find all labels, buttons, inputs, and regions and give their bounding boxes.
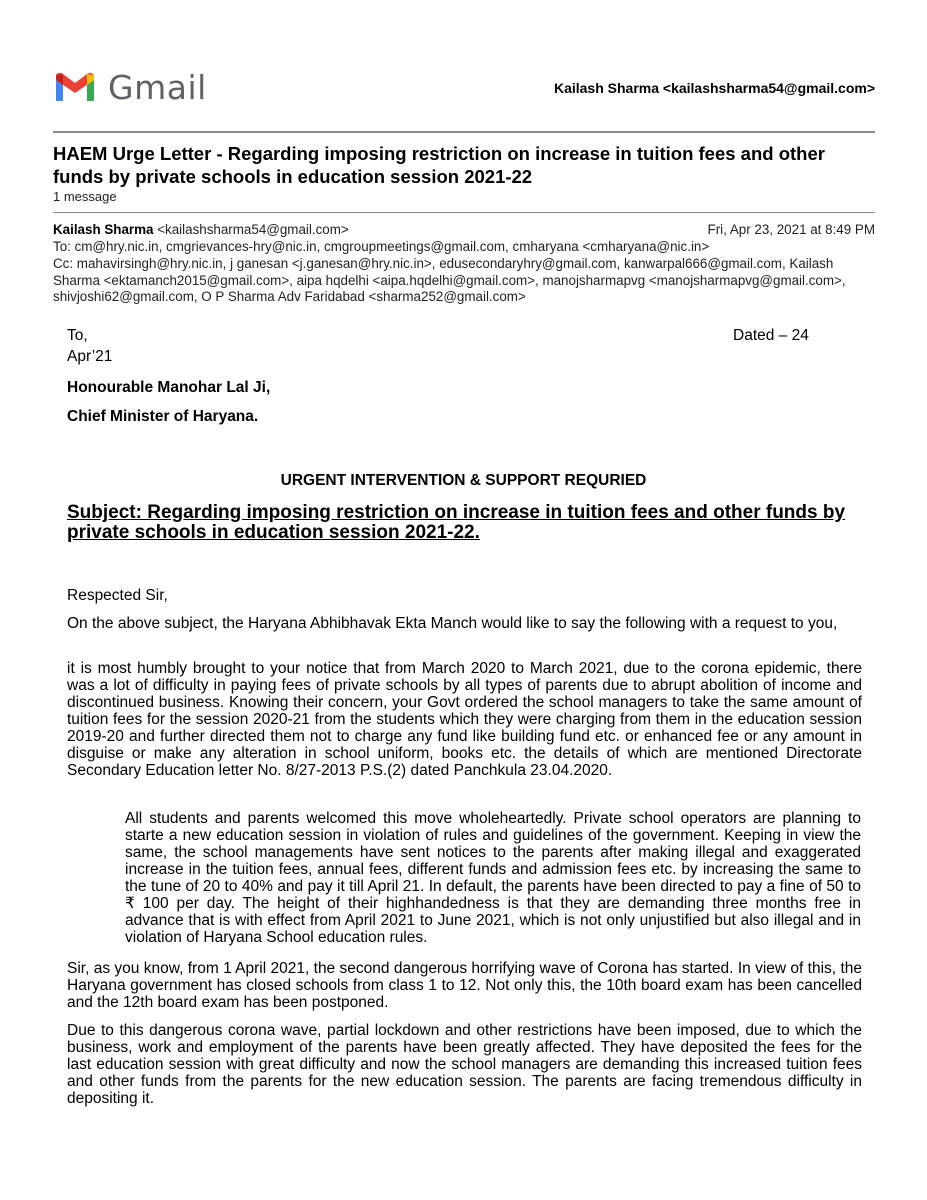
gmail-logo (53, 68, 207, 112)
thread-divider (53, 212, 875, 213)
message-from-line (53, 222, 875, 239)
letter-to-label: To, (67, 327, 88, 344)
message-date: Fri, Apr 23, 2021 at 8:49 PM (707, 222, 875, 237)
header-divider (53, 131, 875, 133)
message-recipients-to: To: cm@hry.nic.in, cmgrievances-hry@nic.in, cmgroupmeetings@gmail.com, cmharyana <cmharyana@nic.in> (53, 239, 710, 254)
letter-greeting: Respected Sir, (67, 587, 168, 604)
sender-email: <kailashsharma54@gmail.com> (157, 222, 349, 237)
letter-paragraph: On the above subject, the Haryana Abhibhavak Ekta Manch would like to say the following with a request to you, (67, 615, 838, 632)
letter-paragraph-indented: All students and parents welcomed this move wholeheartedly. Private school operators are planning to starte a new education session in violation of rules and guidelines of the government. Keeping in view the same, the school managements have sent notices to the parents after making illegal and exaggerated increase in the tuition fees, annual fees, different funds and admission fees etc. by increasing the same to the tune of 20 to 40% and pay it till April 21. In default, the parents have been directed to pay a fine of 50 to ₹ 100 per day. The height of their highhandedness is that they are demanding three months free in advance that is with effect from April 2021 to June 2021, which is not only unjustified but also illegal and in violation of Haryana School education rules. (125, 810, 861, 946)
sender-name: Kailash Sharma (53, 222, 154, 237)
thread-title: HAEM Urge Letter - Regarding imposing restriction on increase in tuition fees and other funds by private schools in education session 2021-22 (53, 143, 825, 187)
addressee-name: Honourable Manohar Lal Ji, (67, 379, 271, 396)
message-recipients-cc: Cc: mahavirsingh@hry.nic.in, j ganesan <j.ganesan@hry.nic.in>, edusecondaryhry@gmail.com, kanwarpal666@gmail.com, Kailash Sharma <ektamanch2015@gmail.com>, aipa hqdelhi <aipa.hqdelhi@gmail.com>, manojsharmapvg <manojsharmapvg@gmail.com>, shivjoshi62@gmail.com, O P Sharma Adv Faridabad <sharma252@gmail.com> (53, 256, 846, 304)
letter-date: Dated – 24 (733, 327, 809, 344)
letter-paragraph: it is most humbly brought to your notice that from March 2020 to March 2021, due to the corona epidemic, there was a lot of difficulty in paying fees of private schools by all types of parents due to abrupt abolition of income and discontinued business. Knowing their concern, your Govt ordered the school managers to take the same amount of tuition fees for the session 2020-21 from the students which they were charging from them in the education session 2019-20 and further directed them not to charge any fund like building fund etc. or enhanced fee or any amount in disguise or make any alteration in school uniform, books etc. the details of which are mentioned Directorate Secondary Education letter No. 8/27-2013 P.S.(2) dated Panchkula 23.04.2020. (67, 660, 862, 779)
gmail-wordmark: Gmail (108, 68, 207, 107)
message-count: 1 message (53, 189, 117, 204)
letter-date-continued: Apr’21 (67, 348, 113, 365)
gmail-m-icon (53, 70, 97, 104)
letter-subject: Subject: Regarding imposing restriction on increase in tuition fees and other funds by private schools in education session 2021-22. (67, 502, 846, 543)
addressee-title: Chief Minister of Haryana. (67, 408, 259, 425)
account-identity: Kailash Sharma <kailashsharma54@gmail.com> (553, 80, 875, 96)
letter-paragraph: Due to this dangerous corona wave, partial lockdown and other restrictions have been imposed, due to which the business, work and employment of the parents have been greatly affected. They have deposited the fees for the last education session with great difficulty and now the school managers are demanding this increased tuition fees and other funds from the parents for the new education session. The parents are facing tremendous difficulty in depositing it. (67, 1022, 862, 1107)
letter-paragraph: Sir, as you know, from 1 April 2021, the second dangerous horrifying wave of Corona has started. In view of this, the Haryana government has closed schools from class 1 to 12. Not only this, the 10th board exam has been cancelled and the 12th board exam has been postponed. (67, 960, 862, 1011)
urgent-heading: URGENT INTERVENTION & SUPPORT REQURIED (280, 472, 647, 489)
